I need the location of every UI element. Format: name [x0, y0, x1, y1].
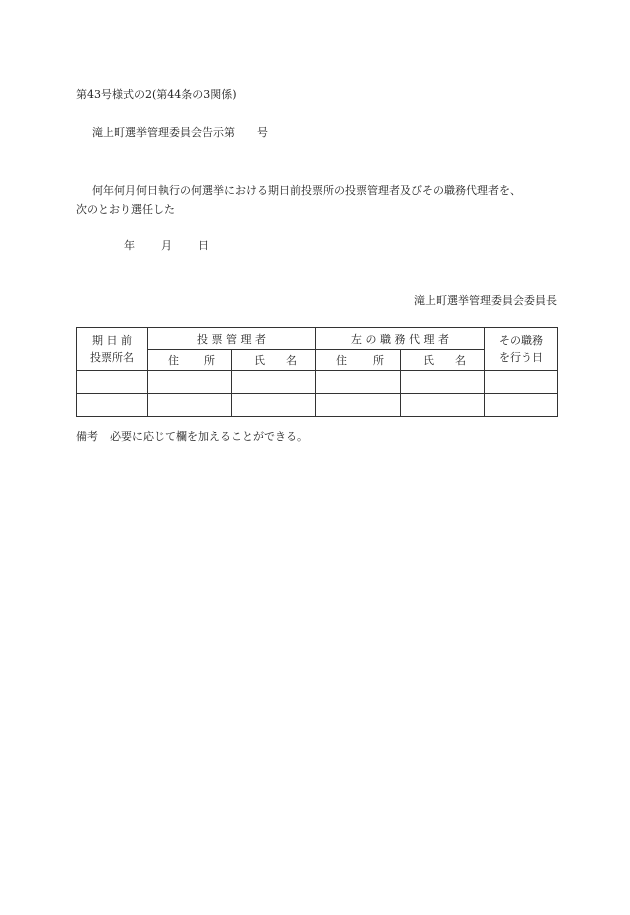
appointment-table: [76, 327, 558, 417]
header-deputy-address: [316, 350, 401, 371]
name-char-2: 名: [455, 354, 467, 367]
name-char-2: 名: [286, 354, 297, 367]
table-cell: [232, 371, 316, 394]
table-row: [77, 371, 558, 394]
signer-title: 滝上町選挙管理委員会委員長: [414, 294, 557, 307]
header-polling-place-line-1: 期 日 前: [92, 334, 132, 347]
table-row: [77, 394, 558, 417]
notice-number-suffix: 号: [257, 126, 268, 139]
header-duty-date: [485, 328, 558, 371]
header-deputy: [316, 328, 485, 350]
header-duty-date-line-1: その職務: [499, 334, 544, 347]
table-cell: [316, 394, 401, 417]
remark-label: 備考: [76, 430, 98, 443]
header-deputy-name: [401, 350, 485, 371]
table-cell: [77, 394, 148, 417]
header-polling-place: [77, 328, 148, 371]
table-cell: [77, 371, 148, 394]
date-year-label: 年: [124, 239, 135, 252]
header-voting-manager: [148, 328, 316, 350]
header-manager-address: [148, 350, 232, 371]
table-cell: [401, 394, 485, 417]
header-polling-place-line-2: 投票所名: [90, 351, 134, 364]
header-manager-name: [232, 350, 316, 371]
body-text-line-1: 何年何月何日執行の何選挙における期日前投票所の投票管理者及びその職務代理者を、: [92, 184, 521, 197]
table-cell: [485, 394, 558, 417]
address-char-1: 住: [336, 354, 347, 367]
table-cell: [401, 371, 485, 394]
name-char-1: 氏: [423, 354, 434, 367]
remark-text: 必要に応じて欄を加えることができる。: [110, 430, 308, 443]
notice-title: 滝上町選挙管理委員会告示第: [92, 126, 235, 139]
date-day-label: 日: [198, 239, 209, 252]
address-char-2: 所: [373, 354, 384, 367]
form-number: 第43号様式の2(第44条の3関係): [76, 88, 237, 101]
header-voting-manager-label: 投 票 管 理 者: [197, 332, 266, 346]
body-text-line-2: 次のとおり選任した: [76, 203, 175, 216]
table-cell: [148, 371, 232, 394]
table-cell: [232, 394, 316, 417]
remark: [76, 428, 308, 444]
notice-line: [92, 124, 268, 140]
table-cell: [316, 371, 401, 394]
address-char-1: 住: [168, 354, 179, 367]
table-cell: [148, 394, 232, 417]
table-cell: [485, 371, 558, 394]
name-char-1: 氏: [254, 354, 265, 367]
date-month-label: 月: [161, 239, 172, 252]
header-deputy-label: 左 の 職 務 代 理 者: [351, 332, 449, 346]
address-char-2: 所: [204, 354, 215, 367]
header-duty-date-line-2: を行う日: [499, 351, 544, 364]
date-line: [124, 237, 209, 253]
